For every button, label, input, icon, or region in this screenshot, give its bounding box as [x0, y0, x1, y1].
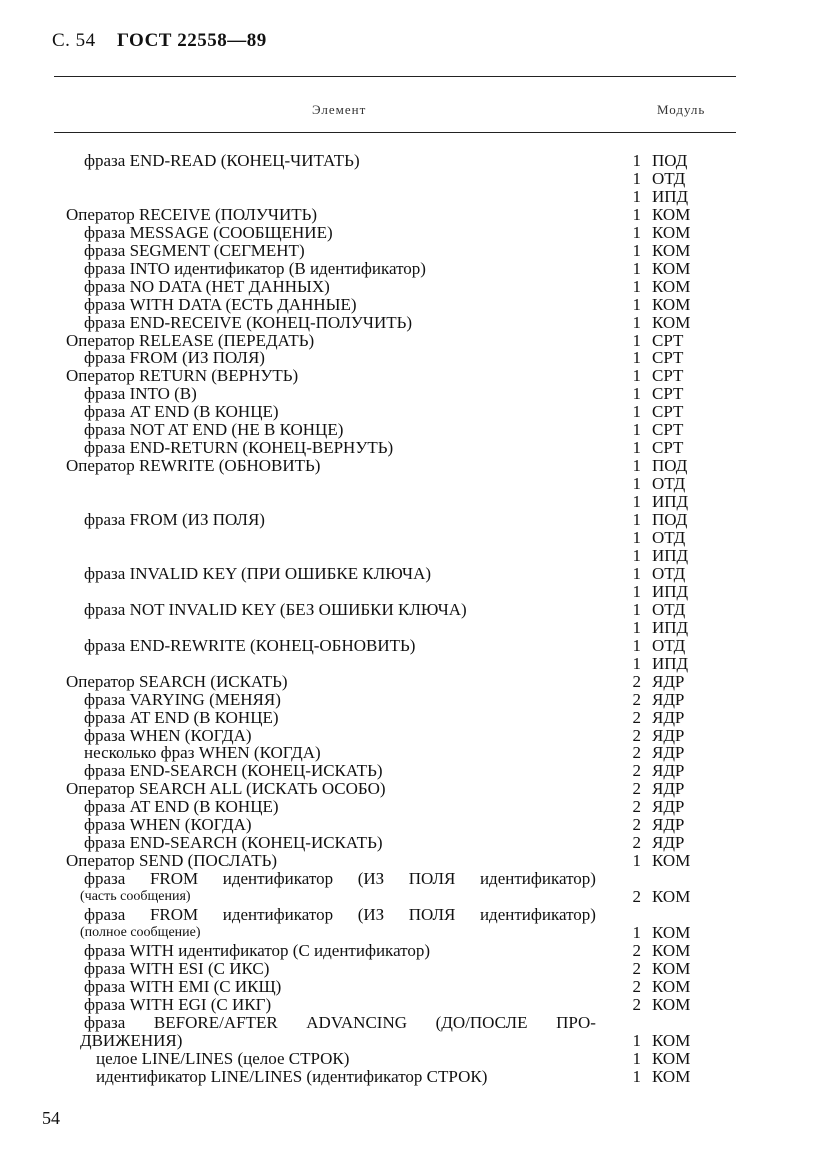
- element-cell: фраза AT END (В КОНЦЕ): [84, 402, 279, 422]
- element-cell: фраза INVALID KEY (ПРИ ОШИБКЕ КЛЮЧА): [84, 563, 432, 583]
- table-row: [0, 924, 827, 942]
- module-cell: ОТД: [652, 599, 686, 619]
- module-cell: ЯДР: [652, 761, 685, 781]
- element-cell: целое LINE/LINES (целое СТРОК): [96, 1048, 350, 1068]
- table-row: [0, 1014, 827, 1032]
- module-cell: КОМ: [652, 204, 691, 224]
- level-cell: 1: [632, 1048, 641, 1068]
- module-cell: ПОД: [652, 151, 688, 170]
- table-row: [0, 170, 827, 188]
- element-cell: фраза WITH DATA (ЕСТЬ ДАННЫЕ): [84, 294, 357, 314]
- level-cell: 1: [632, 438, 641, 458]
- element-cell: ДВИЖЕНИЯ): [80, 1030, 183, 1050]
- element-cell: фраза FROM (ИЗ ПОЛЯ): [84, 510, 265, 530]
- table-top-rule: [54, 76, 736, 77]
- level-cell: 1: [632, 1030, 641, 1050]
- level-cell: 1: [632, 581, 641, 601]
- module-cell: КОМ: [652, 294, 691, 314]
- level-cell: 1: [632, 1066, 641, 1086]
- element-cell: фраза END-RECEIVE (КОНЕЦ-ПОЛУЧИТЬ): [84, 312, 413, 332]
- level-cell: 1: [632, 599, 641, 619]
- table-row: [0, 314, 827, 332]
- element-cell: фраза END-REWRITE (КОНЕЦ-ОБНОВИТЬ): [84, 635, 416, 655]
- level-cell: 2: [632, 994, 641, 1014]
- module-cell: ЯДР: [652, 815, 685, 835]
- level-cell: 1: [632, 204, 641, 224]
- level-cell: 1: [632, 366, 641, 386]
- element-cell: (часть сообщения): [80, 889, 191, 905]
- level-cell: 2: [632, 833, 641, 853]
- element-cell: фраза FROM идентификатор (ИЗ ПОЛЯ идентификатор): [84, 869, 596, 889]
- element-cell: Оператор SEND (ПОСЛАТЬ): [66, 851, 278, 871]
- table-row: [0, 152, 827, 170]
- module-cell: КОМ: [652, 1030, 691, 1050]
- level-cell: 2: [632, 797, 641, 817]
- module-cell: ЯДР: [652, 779, 685, 799]
- element-cell: фраза AT END (В КОНЦЕ): [84, 797, 279, 817]
- table-row: [0, 421, 827, 439]
- table-row: [0, 906, 827, 924]
- module-cell: КОМ: [652, 1066, 691, 1086]
- level-cell: 2: [632, 743, 641, 763]
- element-cell: Оператор REWRITE (ОБНОВИТЬ): [66, 456, 321, 476]
- level-cell: 1: [632, 653, 641, 673]
- module-cell: КОМ: [652, 922, 691, 942]
- module-cell: КОМ: [652, 958, 691, 978]
- page-number: 54: [42, 1108, 60, 1128]
- element-cell: фраза AT END (В КОНЦЕ): [84, 707, 279, 727]
- element-cell: (полное сообщение): [80, 924, 201, 940]
- table-row: [0, 278, 827, 296]
- table-row: [0, 673, 827, 691]
- table-row: [0, 744, 827, 762]
- table-row: [0, 762, 827, 780]
- running-header: [52, 30, 267, 52]
- table-row: [0, 475, 827, 493]
- module-cell: ПОД: [652, 510, 688, 530]
- table-row: [0, 511, 827, 529]
- module-cell: ЯДР: [652, 671, 685, 691]
- level-cell: 2: [632, 725, 641, 745]
- module-cell: ЯДР: [652, 797, 685, 817]
- module-cell: ИПД: [652, 492, 689, 512]
- element-cell: фраза END-READ (КОНЕЦ-ЧИТАТЬ): [84, 151, 360, 170]
- module-cell: СРТ: [652, 348, 684, 368]
- element-cell: Оператор RETURN (ВЕРНУТЬ): [66, 366, 299, 386]
- table-row: [0, 601, 827, 619]
- table-row: [0, 367, 827, 385]
- module-cell: СРТ: [652, 384, 684, 404]
- element-cell: фраза NO DATA (НЕТ ДАННЫХ): [84, 276, 330, 296]
- page-label: С. 54: [52, 30, 96, 51]
- table-row: [0, 1050, 827, 1068]
- module-cell: ИПД: [652, 545, 689, 565]
- module-cell: ОТД: [652, 528, 686, 548]
- table-row: [0, 1032, 827, 1050]
- module-cell: ИПД: [652, 581, 689, 601]
- table-row: [0, 619, 827, 637]
- table-body: [0, 152, 827, 1086]
- level-cell: 1: [632, 222, 641, 242]
- element-cell: фраза WITH ESI (С ИКС): [84, 958, 270, 978]
- element-cell: фраза WHEN (КОГДА): [84, 815, 252, 835]
- table-row: [0, 960, 827, 978]
- element-cell: идентификатор LINE/LINES (идентификатор СТРОК): [96, 1066, 488, 1086]
- module-cell: ОТД: [652, 168, 686, 188]
- element-cell: несколько фраз WHEN (КОГДА): [84, 743, 321, 763]
- module-cell: КОМ: [652, 851, 691, 871]
- module-cell: СРТ: [652, 438, 684, 458]
- level-cell: 1: [632, 276, 641, 296]
- table-row: [0, 332, 827, 350]
- table-row: [0, 529, 827, 547]
- level-cell: 2: [632, 761, 641, 781]
- element-cell: фраза NOT INVALID KEY (БЕЗ ОШИБКИ КЛЮЧА): [84, 599, 467, 619]
- element-cell: фраза END-SEARCH (КОНЕЦ-ИСКАТЬ): [84, 833, 383, 853]
- level-cell: 2: [632, 689, 641, 709]
- table-row: [0, 655, 827, 673]
- module-cell: КОМ: [652, 258, 691, 278]
- level-cell: 2: [632, 707, 641, 727]
- table-row: [0, 888, 827, 906]
- table-row: [0, 637, 827, 655]
- standard-code: ГОСТ 22558—89: [116, 30, 267, 51]
- module-cell: КОМ: [652, 1048, 691, 1068]
- table-row: [0, 1068, 827, 1086]
- module-cell: КОМ: [652, 887, 691, 907]
- level-cell: 1: [632, 348, 641, 368]
- table-row: [0, 242, 827, 260]
- level-cell: 1: [632, 402, 641, 422]
- table-row: [0, 798, 827, 816]
- level-cell: 1: [632, 294, 641, 314]
- module-cell: ПОД: [652, 456, 688, 476]
- element-cell: Оператор RELEASE (ПЕРЕДАТЬ): [66, 330, 315, 350]
- table-row: [0, 834, 827, 852]
- column-header-element: Элемент: [312, 102, 367, 117]
- level-cell: 2: [632, 671, 641, 691]
- module-cell: КОМ: [652, 222, 691, 242]
- module-cell: ИПД: [652, 186, 689, 206]
- module-cell: ЯДР: [652, 833, 685, 853]
- element-cell: фраза BEFORE/AFTER ADVANCING (ДО/ПОСЛЕ ПРО-: [84, 1012, 596, 1032]
- level-cell: 2: [632, 815, 641, 835]
- table-header-rule: [54, 132, 736, 133]
- module-cell: СРТ: [652, 330, 684, 350]
- table-row: [0, 439, 827, 457]
- element-cell: фраза MESSAGE (СООБЩЕНИЕ): [84, 222, 333, 242]
- column-header-module: Модуль: [657, 102, 706, 117]
- level-cell: 1: [632, 420, 641, 440]
- module-cell: КОМ: [652, 312, 691, 332]
- module-cell: ЯДР: [652, 707, 685, 727]
- level-cell: 1: [632, 240, 641, 260]
- level-cell: 1: [632, 635, 641, 655]
- level-cell: 1: [632, 510, 641, 530]
- table-row: [0, 385, 827, 403]
- level-cell: 1: [632, 528, 641, 548]
- level-cell: 1: [632, 258, 641, 278]
- level-cell: 1: [632, 492, 641, 512]
- level-cell: 1: [632, 168, 641, 188]
- element-cell: Оператор SEARCH (ИСКАТЬ): [66, 671, 288, 691]
- table-row: [0, 188, 827, 206]
- table-row: [0, 942, 827, 960]
- level-cell: 1: [632, 151, 641, 170]
- level-cell: 1: [632, 545, 641, 565]
- level-cell: 1: [632, 186, 641, 206]
- level-cell: 1: [632, 617, 641, 637]
- module-cell: ИПД: [652, 617, 689, 637]
- table-row: [0, 583, 827, 601]
- module-cell: ОТД: [652, 563, 686, 583]
- module-cell: КОМ: [652, 976, 691, 996]
- module-cell: СРТ: [652, 420, 684, 440]
- table-row: [0, 727, 827, 745]
- element-cell: фраза WITH идентификатор (С идентификатор): [84, 940, 431, 960]
- table-row: [0, 493, 827, 511]
- table-row: [0, 691, 827, 709]
- level-cell: 1: [632, 384, 641, 404]
- module-cell: КОМ: [652, 276, 691, 296]
- element-cell: фраза END-SEARCH (КОНЕЦ-ИСКАТЬ): [84, 761, 383, 781]
- table-row: [0, 296, 827, 314]
- level-cell: 1: [632, 330, 641, 350]
- element-cell: фраза WITH EGI (С ИКГ): [84, 994, 272, 1014]
- element-cell: фраза FROM (ИЗ ПОЛЯ): [84, 348, 265, 368]
- module-cell: СРТ: [652, 366, 684, 386]
- level-cell: 1: [632, 563, 641, 583]
- table-row: [0, 852, 827, 870]
- element-cell: фраза END-RETURN (КОНЕЦ-ВЕРНУТЬ): [84, 438, 394, 458]
- level-cell: 1: [632, 456, 641, 476]
- element-cell: Оператор RECEIVE (ПОЛУЧИТЬ): [66, 204, 318, 224]
- element-cell: фраза NOT AT END (НЕ В КОНЦЕ): [84, 420, 344, 440]
- element-cell: фраза FROM идентификатор (ИЗ ПОЛЯ идентификатор): [84, 905, 596, 925]
- table-row: [0, 565, 827, 583]
- table-row: [0, 870, 827, 888]
- element-cell: Оператор SEARCH ALL (ИСКАТЬ ОСОБО): [66, 779, 386, 799]
- element-cell: фраза WITH EMI (С ИКЩ): [84, 976, 282, 996]
- module-cell: КОМ: [652, 940, 691, 960]
- level-cell: 1: [632, 474, 641, 494]
- element-cell: фраза INTO идентификатор (В идентификатор): [84, 258, 426, 278]
- table-row: [0, 996, 827, 1014]
- module-cell: ЯДР: [652, 725, 685, 745]
- level-cell: 1: [632, 922, 641, 942]
- table-row: [0, 260, 827, 278]
- element-cell: фраза INTO (В): [84, 384, 197, 404]
- table-row: [0, 709, 827, 727]
- module-cell: ОТД: [652, 635, 686, 655]
- module-cell: КОМ: [652, 994, 691, 1014]
- module-cell: КОМ: [652, 240, 691, 260]
- module-cell: СРТ: [652, 402, 684, 422]
- element-cell: фраза VARYING (МЕНЯЯ): [84, 689, 281, 709]
- level-cell: 2: [632, 958, 641, 978]
- element-cell: фраза SEGMENT (СЕГМЕНТ): [84, 240, 305, 260]
- level-cell: 2: [632, 976, 641, 996]
- table-row: [0, 547, 827, 565]
- module-cell: ИПД: [652, 653, 689, 673]
- module-cell: ЯДР: [652, 689, 685, 709]
- table-row: [0, 224, 827, 242]
- level-cell: 2: [632, 779, 641, 799]
- level-cell: 2: [632, 940, 641, 960]
- level-cell: 2: [632, 887, 641, 907]
- table-row: [0, 457, 827, 475]
- table-row: [0, 978, 827, 996]
- level-cell: 1: [632, 312, 641, 332]
- table-row: [0, 780, 827, 798]
- table-row: [0, 206, 827, 224]
- table-row: [0, 403, 827, 421]
- level-cell: 1: [632, 851, 641, 871]
- table-row: [0, 816, 827, 834]
- module-cell: ЯДР: [652, 743, 685, 763]
- element-cell: фраза WHEN (КОГДА): [84, 725, 252, 745]
- table-row: [0, 349, 827, 367]
- module-cell: ОТД: [652, 474, 686, 494]
